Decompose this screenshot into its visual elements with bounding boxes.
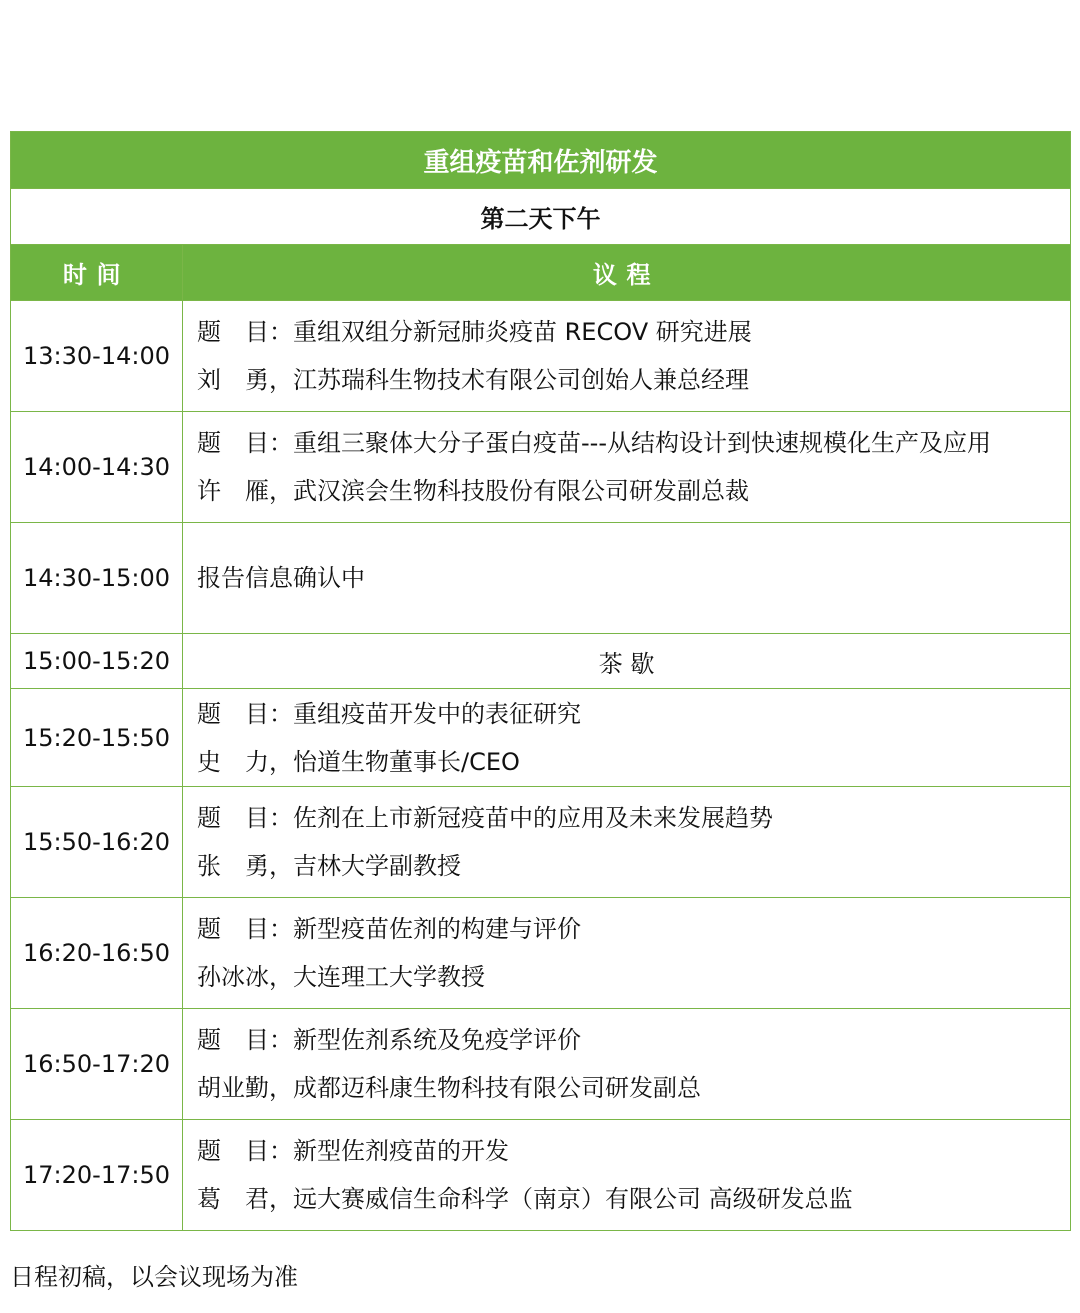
talk-speaker: 胡业勤，成都迈科康生物科技有限公司研发副总 xyxy=(197,1074,701,1102)
table-row xyxy=(11,412,1071,523)
talk-topic: 题 目：重组疫苗开发中的表征研究 xyxy=(197,699,581,728)
talk-topic: 题 目：重组三聚体大分子蛋白疫苗---从结构设计到快速规模化生产及应用 xyxy=(197,429,991,457)
time-cell: 15:00-15:20 xyxy=(11,634,183,689)
agenda-cell xyxy=(183,787,1071,898)
table-row xyxy=(11,301,1071,412)
agenda-table xyxy=(10,131,1071,1231)
agenda-cell xyxy=(183,1120,1071,1231)
agenda-cell xyxy=(183,689,1071,787)
talk-speaker: 许 雁，武汉滨会生物科技股份有限公司研发副总裁 xyxy=(197,477,749,505)
talk-topic: 题 目：重组双组分新冠肺炎疫苗 RECOV 研究进展 xyxy=(197,318,752,346)
table-row xyxy=(11,689,1071,787)
talk-topic: 题 目：新型疫苗佐剂的构建与评价 xyxy=(197,915,581,943)
time-cell: 13:30-14:00 xyxy=(11,301,183,412)
talk-topic: 题 目：新型佐剂系统及免疫学评价 xyxy=(197,1026,581,1054)
footnote: 日程初稿，以会议现场为准 xyxy=(10,1263,298,1291)
title-row xyxy=(11,132,1071,189)
table-row xyxy=(11,1009,1071,1120)
talk-speaker: 孙冰冰，大连理工大学教授 xyxy=(197,963,485,991)
table-row xyxy=(11,523,1071,634)
table-row xyxy=(11,898,1071,1009)
time-cell: 17:20-17:50 xyxy=(11,1120,183,1231)
header-time: 时间 xyxy=(11,245,183,301)
table-row xyxy=(11,787,1071,898)
talk-speaker: 史 力，怡道生物董事长/CEO xyxy=(197,747,520,776)
talk-speaker: 张 勇，吉林大学副教授 xyxy=(197,852,461,880)
subtitle-row xyxy=(11,189,1071,245)
time-cell: 15:20-15:50 xyxy=(11,689,183,787)
agenda-cell xyxy=(183,523,1071,634)
talk-speaker: 刘 勇，江苏瑞科生物技术有限公司创始人兼总经理 xyxy=(197,366,749,394)
talk-topic: 题 目：新型佐剂疫苗的开发 xyxy=(197,1137,509,1165)
agenda-cell xyxy=(183,1009,1071,1120)
time-cell: 16:20-16:50 xyxy=(11,898,183,1009)
time-cell: 16:50-17:20 xyxy=(11,1009,183,1120)
table-row xyxy=(11,634,1071,689)
column-header-row xyxy=(11,245,1071,301)
session-subtitle: 第二天下午 xyxy=(11,189,1071,245)
agenda-cell xyxy=(183,898,1071,1009)
agenda-cell xyxy=(183,301,1071,412)
talk-topic: 题 目：佐剂在上市新冠疫苗中的应用及未来发展趋势 xyxy=(197,804,773,832)
session-title: 重组疫苗和佐剂研发 xyxy=(11,132,1071,189)
agenda-cell xyxy=(183,412,1071,523)
table-row xyxy=(11,1120,1071,1231)
pending-info-text: 报告信息确认中 xyxy=(197,564,365,592)
header-agenda: 议程 xyxy=(183,245,1071,301)
time-cell: 14:30-15:00 xyxy=(11,523,183,634)
talk-speaker: 葛 君，远大赛威信生命科学（南京）有限公司 高级研发总监 xyxy=(197,1185,853,1213)
time-cell: 14:00-14:30 xyxy=(11,412,183,523)
time-cell: 15:50-16:20 xyxy=(11,787,183,898)
tea-break-cell: 茶 歇 xyxy=(183,634,1071,689)
